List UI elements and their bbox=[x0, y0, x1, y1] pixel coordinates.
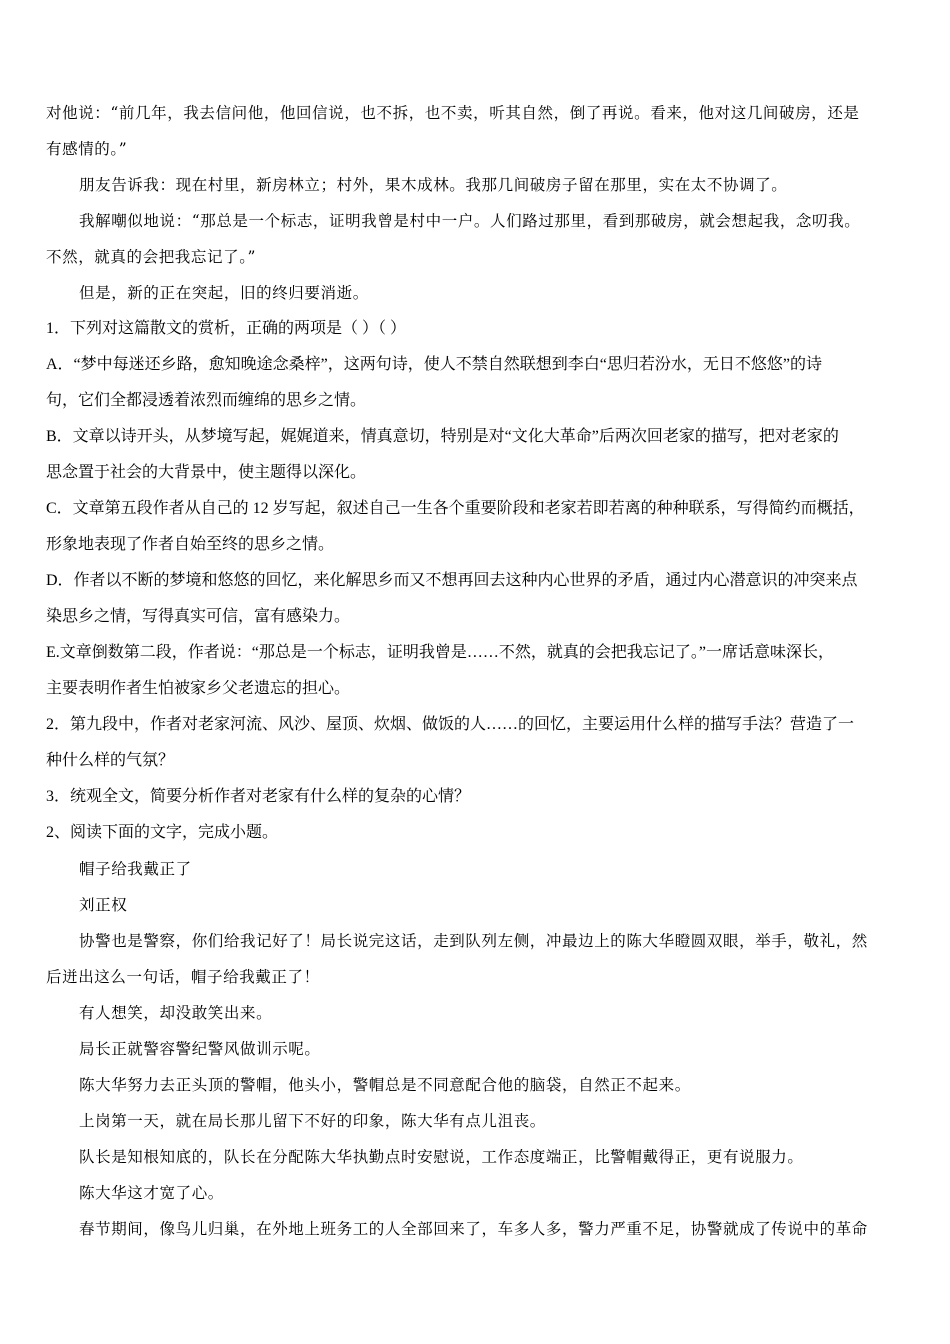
paragraph-line: 陈大华这才宽了心。 bbox=[79, 1184, 224, 1202]
article-author: 刘正权 bbox=[79, 896, 128, 914]
option-e-line: 主要表明作者生怕被家乡父老遗忘的担心。 bbox=[46, 680, 351, 697]
passage-two bbox=[46, 851, 902, 1247]
article-title: 帽子给我戴正了 bbox=[79, 860, 192, 878]
question-2-line: 种什么样的气氛？ bbox=[46, 752, 175, 769]
option-e-line: E.文章倒数第二段，作者说：“那总是一个标志，证明我曾是……不然，就真的会把我忘记了。”一席话意味深长， bbox=[46, 644, 834, 661]
option-d-line: 染思乡之情，写得真实可信，富有感染力。 bbox=[46, 608, 351, 625]
paragraph-line: 协警也是警察，你们给我记好了！局长说完这话，走到队列左侧，冲最边上的陈大华瞪圆双眼，举手，敬礼，然 bbox=[79, 932, 868, 950]
option-a-line: A．“梦中每迷还乡路，愈知晚途念桑梓”，这两句诗，使人不禁自然联想到李白“思归若汾水，无日不悠悠”的诗 bbox=[46, 356, 822, 373]
paragraph-line: 队长是知根知底的，队长在分配陈大华执勤点时安慰说，工作态度端正，比警帽戴得正，更有说服力。 bbox=[79, 1148, 804, 1166]
option-b-line: B．文章以诗开头，从梦境写起，娓娓道来，情真意切，特别是对“文化大革命”后两次回老家的描写，把对老家的 bbox=[46, 428, 839, 445]
option-a-line: 句，它们全都浸透着浓烈而缠绵的思乡之情。 bbox=[46, 392, 367, 409]
questions-section bbox=[46, 311, 902, 851]
paragraph-line: 后迸出这么一句话，帽子给我戴正了！ bbox=[46, 968, 320, 986]
reading-instruction: 2、阅读下面的文字，完成小题。 bbox=[46, 824, 279, 841]
option-c-line: 形象地表现了作者自始至终的思乡之情。 bbox=[46, 536, 335, 553]
passage-one-tail bbox=[46, 95, 902, 311]
question-3-line: 3．统观全文，简要分析作者对老家有什么样的复杂的心情？ bbox=[46, 788, 471, 805]
paragraph-line: 有人想笑，却没敢笑出来。 bbox=[79, 1004, 273, 1022]
paragraph-line: 陈大华努力去正头顶的警帽，他头小，警帽总是不同意配合他的脑袋，自然正不起来。 bbox=[79, 1076, 691, 1094]
paragraph-line: 上岗第一天，就在局长那儿留下不好的印象，陈大华有点儿沮丧。 bbox=[79, 1112, 546, 1130]
paragraph-line: 局长正就警容警纪警风做训示呢。 bbox=[79, 1040, 321, 1058]
paragraph-line: 有感情的。” bbox=[46, 140, 128, 158]
question-1-stem: 1．下列对这篇散文的赏析，正确的两项是（ ）（ ） bbox=[46, 320, 407, 337]
paragraph-line: 我解嘲似地说：“那总是一个标志，证明我曾是村中一户。人们路过那里，看到那破房，就会想起我，念叨我。 bbox=[79, 212, 861, 230]
paragraph-line: 对他说：“前几年，我去信问他，他回信说，也不拆，也不卖，听其自然，倒了再说。看来，他对这几间破房，还是 bbox=[46, 104, 860, 122]
paragraph-line: 但是，新的正在突起，旧的终归要消逝。 bbox=[79, 284, 369, 302]
option-d-line: D．作者以不断的梦境和悠悠的回忆，来化解思乡而又不想再回去这种内心世界的矛盾，通过内心潜意识的冲突来点 bbox=[46, 572, 858, 589]
paragraph-line: 不然，就真的会把我忘记了。” bbox=[46, 248, 257, 266]
paragraph-line: 朋友告诉我：现在村里，新房林立；村外，果木成林。我那几间破房子留在那里，实在太不协调了。 bbox=[79, 176, 788, 194]
option-c-line: C．文章第五段作者从自己的 12 岁写起，叙述自己一生各个重要阶段和老家若即若离的种种联系，写得简约而概括， bbox=[46, 500, 865, 517]
option-b-line: 思念置于社会的大背景中，使主题得以深化。 bbox=[46, 464, 367, 481]
paragraph-line: 春节期间，像鸟儿归巢，在外地上班务工的人全部回来了，车多人多，警力严重不足，协警就成了传说中的革命 bbox=[79, 1220, 868, 1238]
question-2-line: 2．第九段中，作者对老家河流、风沙、屋顶、炊烟、做饭的人……的回忆，主要运用什么样的描写手法？营造了一 bbox=[46, 716, 855, 733]
document-page bbox=[46, 95, 902, 1247]
